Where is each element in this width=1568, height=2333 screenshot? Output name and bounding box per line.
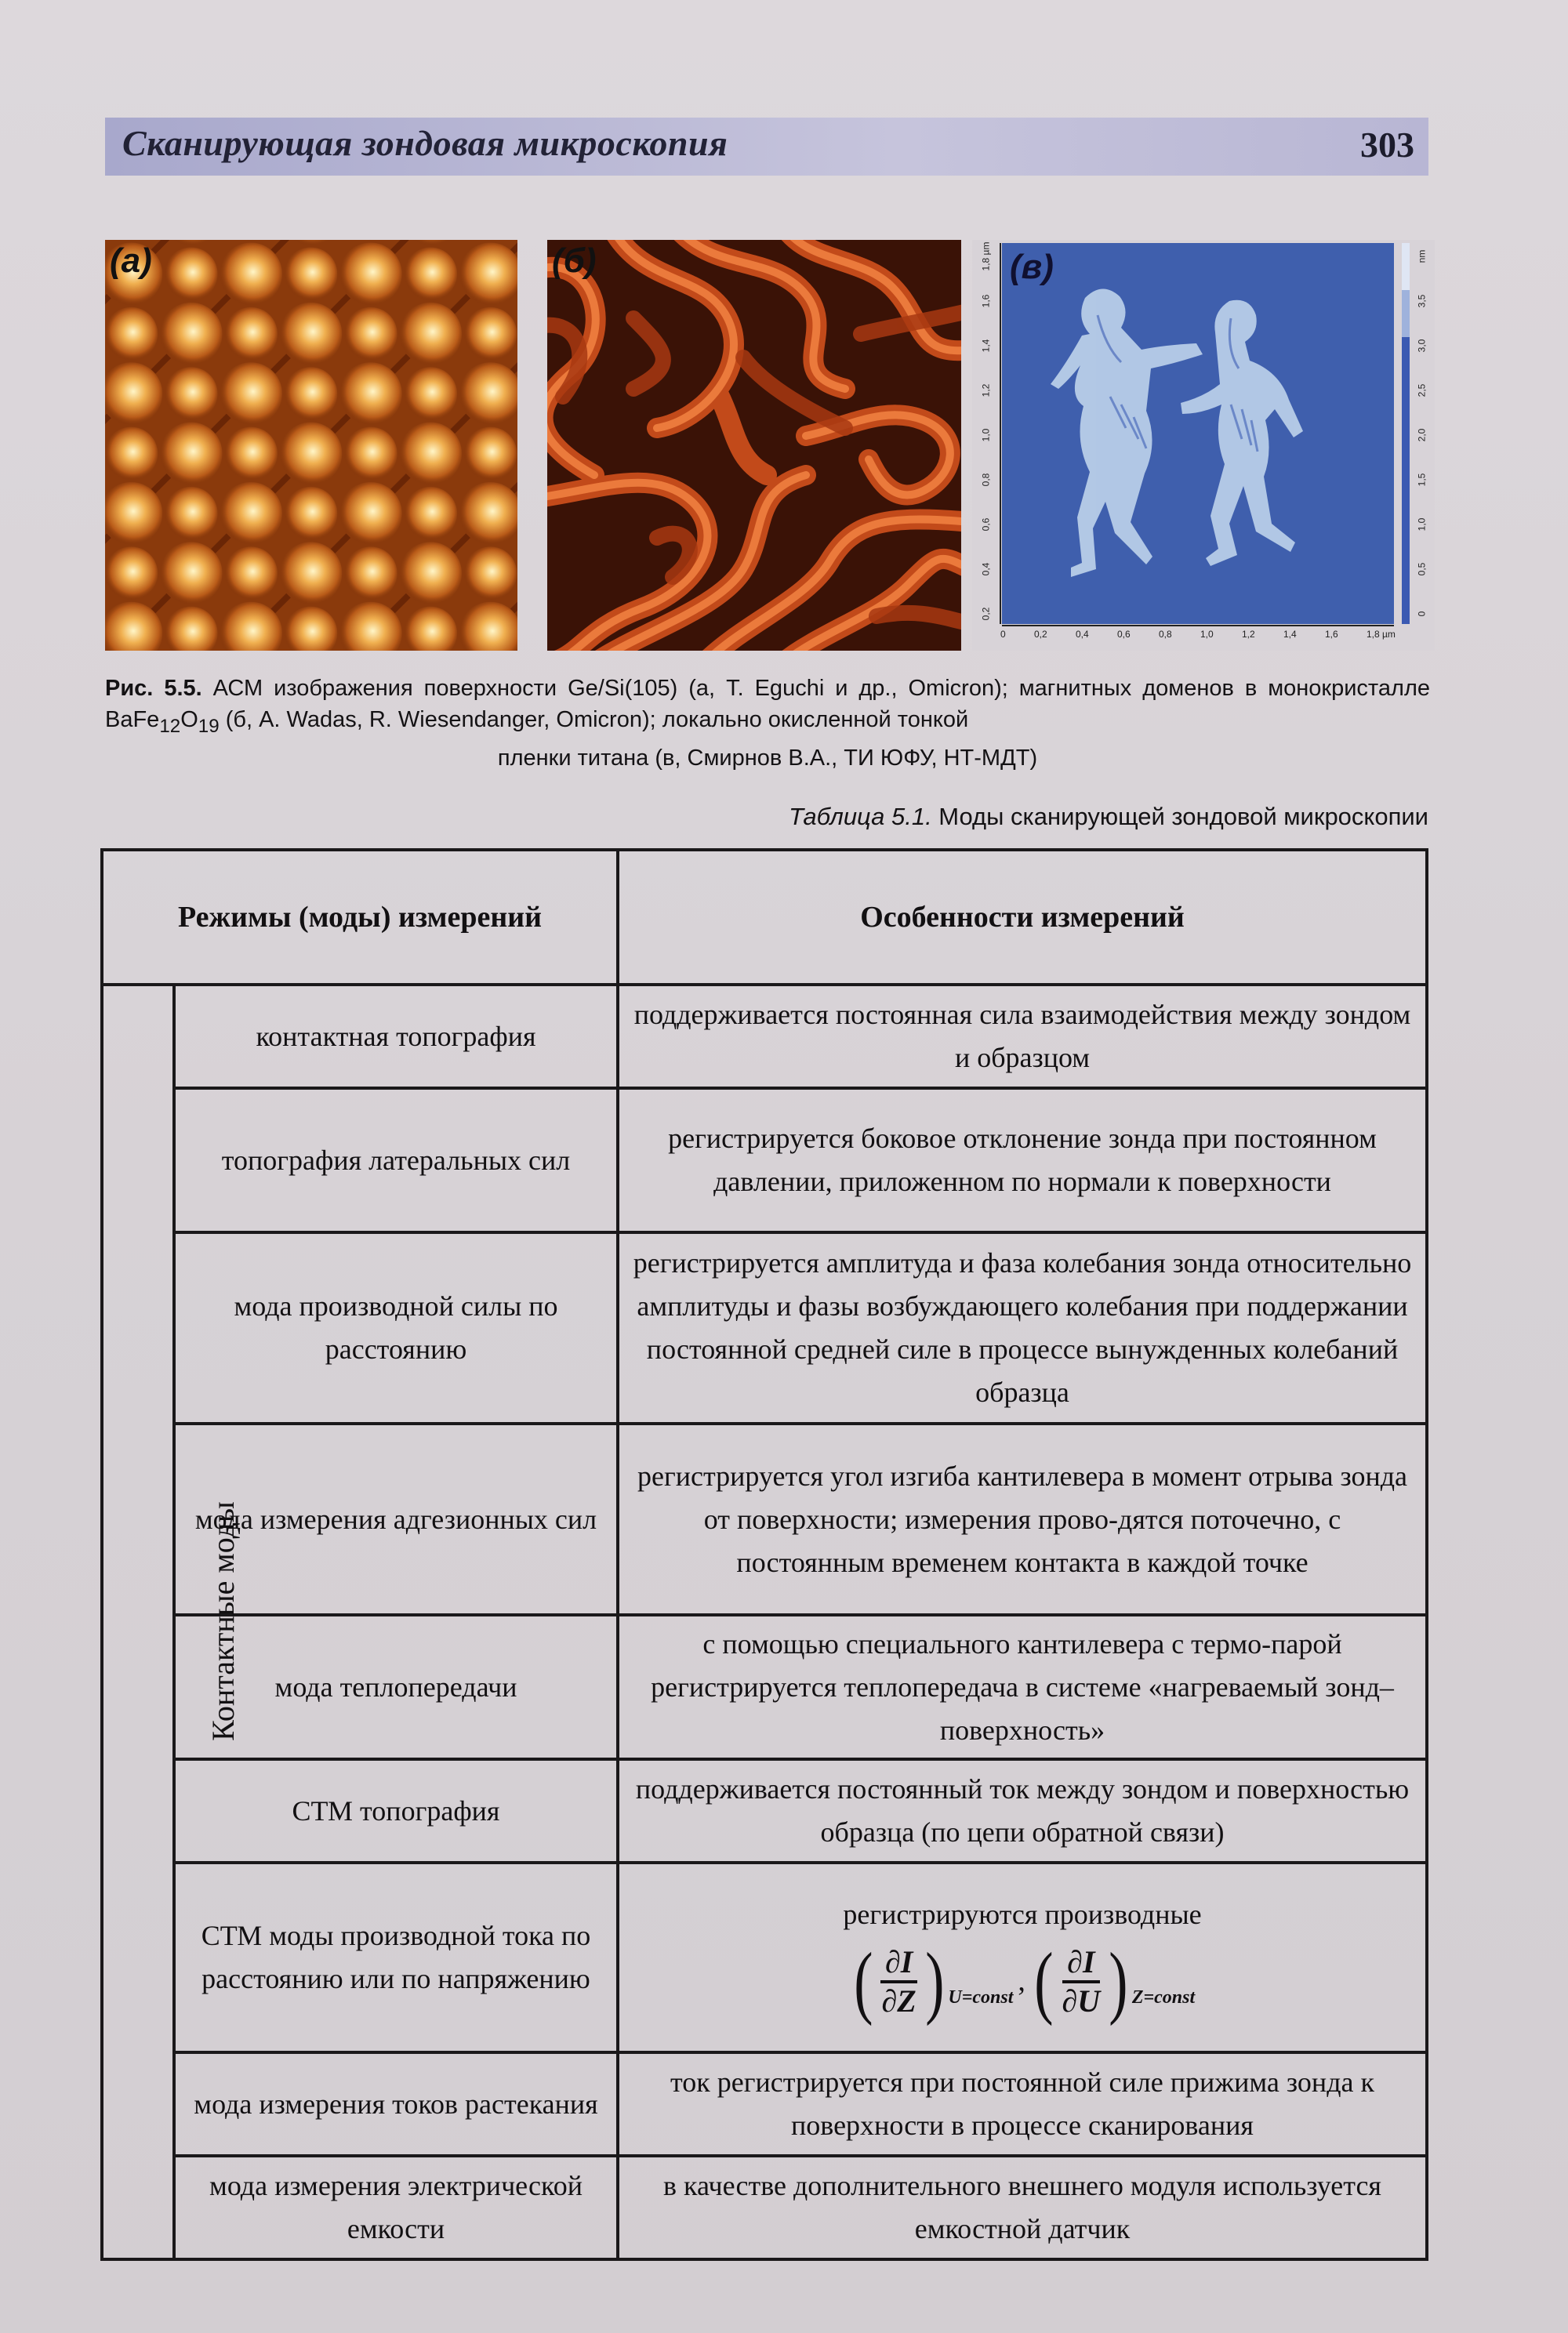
fraction xyxy=(1058,1944,1105,2019)
desc-cell: регистрируется боковое отклонение зонда при постоянном давлении, приложенном по нормали к поверхности xyxy=(618,1088,1427,1232)
caption-oxygen: O xyxy=(180,707,198,732)
y-tick: 0,6 xyxy=(980,517,991,532)
desc-cell: регистрируется амплитуда и фаза колебания зонда относительно амплитуды и фазы возбуждающего колебания при поддержании постоянной средней силе в процессе вынужденных колебаний образца xyxy=(618,1232,1427,1424)
y-tick: 1,4 xyxy=(980,339,991,353)
left-paren: ( xyxy=(854,1936,873,2026)
mode-cell: мода производной силы по расстоянию xyxy=(174,1232,618,1424)
scale-tick: nm xyxy=(1415,249,1427,263)
fraction-denominator: ∂U xyxy=(1062,1983,1101,2019)
afm-image-ge-si xyxy=(105,240,517,651)
x-tick: 1,2 xyxy=(1242,629,1255,640)
fraction-denominator: ∂Z xyxy=(881,1983,916,2019)
table-row xyxy=(102,2052,1427,2156)
scale-tick: 2,0 xyxy=(1416,428,1427,442)
panel-c-color-scale xyxy=(1410,251,1433,619)
y-tick: 1,8 µm xyxy=(980,241,991,271)
scale-tick: 3,5 xyxy=(1416,294,1427,308)
group-cell-contact-modes xyxy=(102,985,241,2259)
mode-cell: СТМ моды производной тока по расстоянию или по напряжению xyxy=(174,1863,618,2052)
afm-image-magnetic-domains-graphic xyxy=(547,240,961,651)
y-tick: 1,6 xyxy=(980,294,991,308)
right-paren: ) xyxy=(924,1936,945,2026)
running-title: Сканирующая зондовая микроскопия xyxy=(122,123,728,163)
y-tick: 0,2 xyxy=(980,607,991,621)
x-tick: 0,2 xyxy=(1034,629,1047,640)
mode-cell: мода измерения токов растекания xyxy=(174,2052,618,2156)
afm-image-titanium-oxidation-graphic xyxy=(972,240,1435,651)
desc-cell: в качестве дополнительного внешнего модуля используется емкостной датчик xyxy=(618,2156,1427,2259)
y-tick: 0,8 xyxy=(980,473,991,487)
table-caption-text: Моды сканирующей зондовой микроскопии xyxy=(931,803,1428,830)
scale-tick: 2,5 xyxy=(1416,383,1427,397)
x-tick: 1,6 xyxy=(1325,629,1338,640)
desc-cell: с помощью специального кантилевера с термо-парой регистрируется теплопередача в системе «нагреваемый зонд–поверхность» xyxy=(618,1615,1427,1759)
y-tick: 0,4 xyxy=(980,562,991,576)
x-tick: 1,4 xyxy=(1283,629,1297,640)
x-tick: 1,8 µm xyxy=(1367,629,1396,640)
scale-tick: 1,5 xyxy=(1416,473,1427,487)
panel-a-label: (а) xyxy=(110,241,152,280)
table-row xyxy=(102,1615,1427,1759)
left-paren: ( xyxy=(1034,1936,1054,2026)
y-tick: 1,0 xyxy=(980,428,991,442)
mode-cell: СТМ топография xyxy=(174,1759,618,1863)
y-tick: 1,2 xyxy=(980,383,991,397)
desc-cell: поддерживается постоянный ток между зондом и поверхностью образца (по цепи обратной связи) xyxy=(618,1759,1427,1863)
figure-caption xyxy=(105,673,1430,774)
derivative-dI-dZ xyxy=(850,1936,1014,2026)
subscript-12: 12 xyxy=(159,715,181,737)
desc-cell: ток регистрируется при постоянной силе прижима зонда к поверхности в процессе сканирования xyxy=(618,2052,1427,2156)
table-row xyxy=(102,1759,1427,1863)
panel-c-y-axis xyxy=(974,241,997,621)
table-caption-label: Таблица 5.1. xyxy=(789,803,932,830)
formula-comma: , xyxy=(1018,1965,1025,1997)
mode-cell: мода теплопередачи xyxy=(174,1615,618,1759)
group-label: Контактные моды xyxy=(205,1500,241,1741)
scale-tick: 3,0 xyxy=(1416,339,1427,353)
desc-cell: регистрируется угол изгиба кантилевера в момент отрыва зонда от поверхности; измерения прово-дятся поточечно, с постоянным временем контакта в каждой точке xyxy=(618,1424,1427,1615)
figure-id: Рис. 5.5. xyxy=(105,676,202,701)
header-modes: Режимы (моды) измерений xyxy=(102,850,618,985)
caption-line-1: АСМ изображения поверхности Ge/Si(105) (а, T. Eguchi и др., Omicron); магнитных доменов xyxy=(212,676,1234,701)
derivative-dI-dU xyxy=(1030,1936,1196,2026)
afm-image-ge-si-graphic xyxy=(105,240,517,651)
x-tick: 0,4 xyxy=(1076,629,1089,640)
right-paren: ) xyxy=(1109,1936,1128,2026)
mode-cell: топография латеральных сил xyxy=(174,1088,618,1232)
running-header xyxy=(105,118,1428,176)
x-tick: 0,6 xyxy=(1117,629,1131,640)
afm-image-titanium-oxidation xyxy=(972,240,1435,651)
caption-line-2-start: в монокристалле BaFe xyxy=(105,676,1430,732)
table-row xyxy=(102,1863,1427,2052)
x-tick: 1,0 xyxy=(1200,629,1214,640)
subscript-19: 19 xyxy=(198,715,220,737)
panel-c-x-axis xyxy=(1000,629,1396,640)
afm-image-magnetic-domains xyxy=(547,240,961,651)
caption-line-3: пленки титана (в, Смирнов В.А., ТИ ЮФУ, НТ-МДТ) xyxy=(497,745,1038,771)
desc-cell: поддерживается постоянная сила взаимодействия между зондом и образцом xyxy=(618,985,1427,1088)
table-row xyxy=(102,985,1427,1088)
panel-b-label: (б) xyxy=(552,241,597,280)
header-features: Особенности измерений xyxy=(618,850,1427,985)
mode-cell: контактная топография xyxy=(174,985,618,1088)
x-tick: 0,8 xyxy=(1159,629,1172,640)
mode-cell: мода измерения адгезионных сил xyxy=(174,1424,618,1615)
scale-tick: 0 xyxy=(1416,611,1427,617)
table-header-row xyxy=(102,850,1427,985)
scale-tick: 0,5 xyxy=(1416,562,1427,576)
modes-table-wrap xyxy=(100,848,1425,2261)
table-row xyxy=(102,1424,1427,1615)
desc-cell-formula xyxy=(618,1863,1427,2052)
modes-table xyxy=(100,848,1428,2261)
x-tick: 0 xyxy=(1000,629,1006,640)
fraction-numerator: ∂I xyxy=(1062,1944,1099,1983)
page-number: 303 xyxy=(1360,125,1414,165)
desc-text: регистрируются производные xyxy=(843,1898,1202,1930)
derivative-formula xyxy=(850,1936,1196,2026)
table-row xyxy=(102,2156,1427,2259)
table-row xyxy=(102,1232,1427,1424)
fraction-numerator: ∂I xyxy=(880,1944,917,1983)
panel-c-label: (в) xyxy=(1010,248,1054,286)
scale-tick: 1,0 xyxy=(1416,517,1427,532)
subscript-condition: Z=const xyxy=(1131,1986,1196,2008)
subscript-condition: U=const xyxy=(948,1986,1014,2008)
table-caption xyxy=(789,803,1428,831)
fraction xyxy=(877,1944,921,2019)
mode-cell: мода измерения электрической емкости xyxy=(174,2156,618,2259)
table-row xyxy=(102,1088,1427,1232)
caption-line-2-end: (б, A. Wadas, R. Wiesendanger, Omicron); локально окисленной тонкой xyxy=(219,707,969,732)
